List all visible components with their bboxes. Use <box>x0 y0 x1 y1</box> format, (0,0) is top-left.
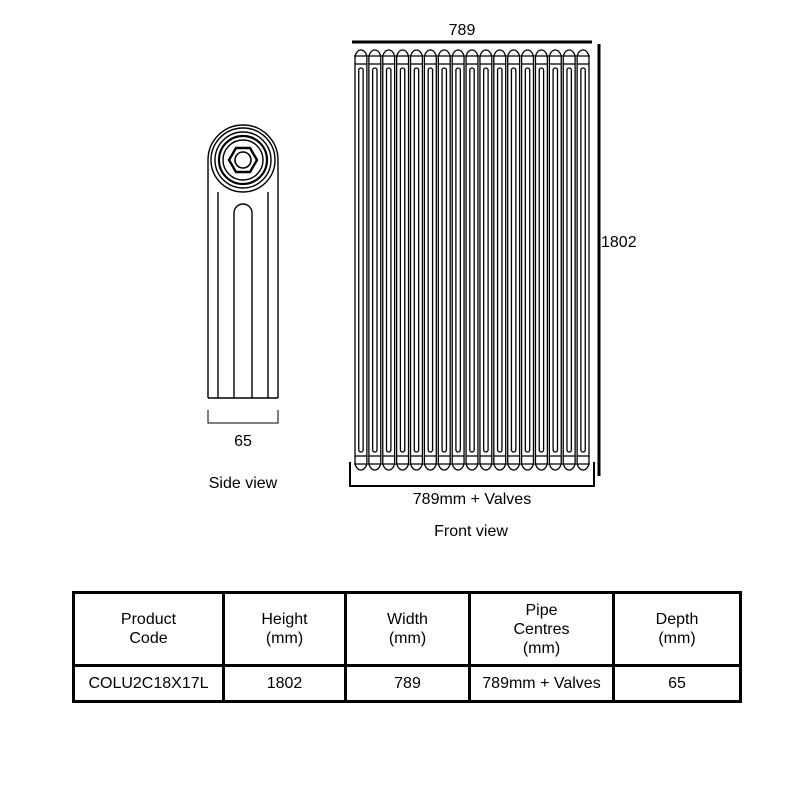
radiator-column-inner <box>567 68 571 452</box>
radiator-column-inner <box>484 68 488 452</box>
radiator-column <box>466 50 478 470</box>
spec-table <box>72 591 742 703</box>
radiator-column <box>424 50 436 470</box>
radiator-column-inner <box>553 68 557 452</box>
radiator-column-inner <box>511 68 515 452</box>
side-view-caption: Side view <box>208 475 278 492</box>
radiator-column-inner <box>359 68 363 452</box>
radiator-column <box>535 50 547 470</box>
cell-product-code: COLU2C18X17L <box>74 666 224 702</box>
radiator-column-inner <box>498 68 502 452</box>
radiator-column <box>438 50 450 470</box>
radiator-column <box>508 50 520 470</box>
radiator-column-inner <box>470 68 474 452</box>
header-depth: Depth (mm) <box>614 593 741 666</box>
radiator-column <box>355 50 367 470</box>
cell-pipe-centres: 789mm + Valves <box>470 666 614 702</box>
side-depth-dimension <box>208 410 278 423</box>
front-height-label: 1802 <box>601 234 637 251</box>
header-height: Height (mm) <box>224 593 346 666</box>
cell-width: 789 <box>346 666 470 702</box>
radiator-column <box>397 50 409 470</box>
cell-depth: 65 <box>614 666 741 702</box>
side-cap-ring-3 <box>219 136 267 184</box>
radiator-column-inner <box>373 68 377 452</box>
radiator-column-inner <box>442 68 446 452</box>
table-row <box>74 666 741 702</box>
radiator-column <box>577 50 589 470</box>
radiator-column-inner <box>387 68 391 452</box>
radiator-column-inner <box>400 68 404 452</box>
radiator-column-inner <box>581 68 585 452</box>
radiator-column-inner <box>414 68 418 452</box>
radiator-column <box>452 50 464 470</box>
side-cap-ring-outer <box>211 128 275 192</box>
radiator-column <box>549 50 561 470</box>
front-view-caption: Front view <box>434 523 508 540</box>
header-product-code: Product Code <box>74 593 224 666</box>
radiator-column <box>383 50 395 470</box>
radiator-column <box>369 50 381 470</box>
cell-height: 1802 <box>224 666 346 702</box>
radiator-column-inner <box>428 68 432 452</box>
front-bottom-label: 789mm + Valves <box>412 491 532 508</box>
front-width-label: 789 <box>448 22 476 39</box>
radiator-column <box>480 50 492 470</box>
front-bottom-dimension <box>350 462 594 486</box>
radiator-column <box>494 50 506 470</box>
header-width: Width (mm) <box>346 593 470 666</box>
front-radiator-columns <box>354 50 590 470</box>
side-view <box>208 125 278 423</box>
radiator-column <box>411 50 423 470</box>
radiator-column <box>563 50 575 470</box>
radiator-column <box>522 50 534 470</box>
header-pipe-centres: Pipe Centres (mm) <box>470 593 614 666</box>
side-depth-label: 65 <box>234 433 252 450</box>
spec-table-header-row <box>74 593 741 666</box>
side-inner-slot <box>234 204 252 398</box>
radiator-column-inner <box>525 68 529 452</box>
radiator-column-inner <box>456 68 460 452</box>
radiator-column-inner <box>539 68 543 452</box>
side-nut-hole <box>235 152 251 168</box>
